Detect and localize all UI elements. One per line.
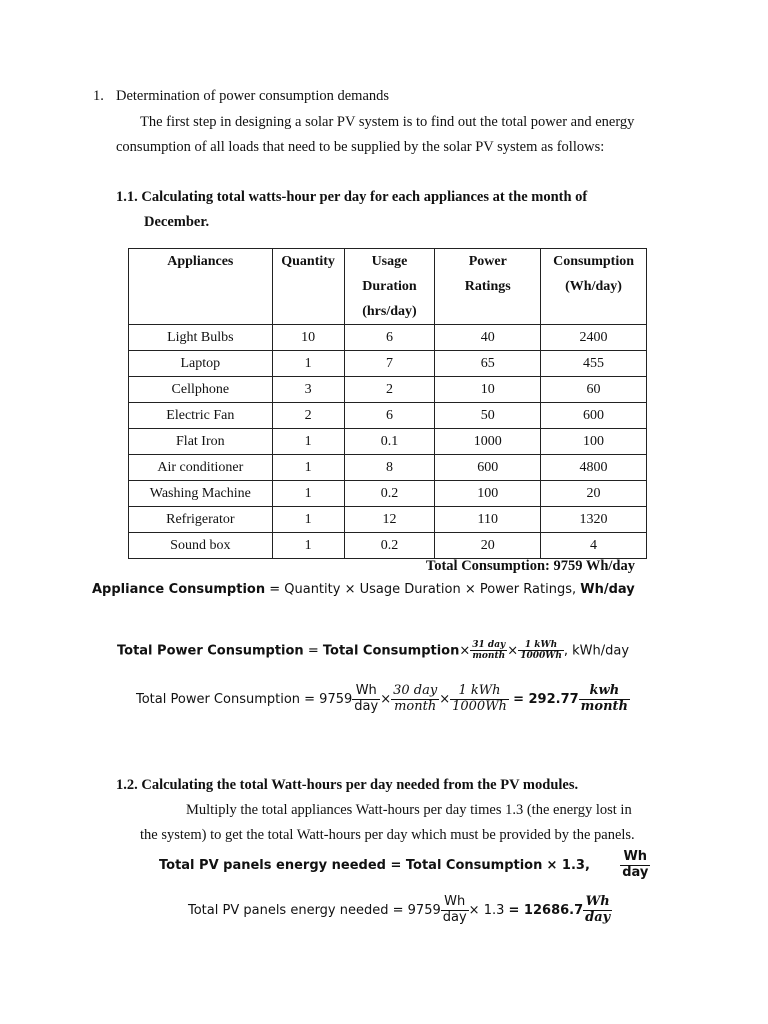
header-appliances: Appliances bbox=[129, 249, 273, 325]
table-row: Cellphone 3 2 10 60 bbox=[129, 377, 647, 403]
section-number: 1. bbox=[93, 88, 104, 104]
appliances-table bbox=[128, 248, 647, 559]
table-header-row bbox=[129, 249, 647, 325]
table-row: Sound box 1 0.2 20 4 bbox=[129, 533, 647, 559]
pv-energy-calculation: Total PV panels energy needed = 9759 $\frac{Wh}{\text{day}}$ × 1.3 = 12686.7 $\frac{Wh}{\text{day}}$ bbox=[188, 894, 611, 925]
intro-line-2: consumption of all loads that need to be supplied by the solar PV system as follows: bbox=[116, 139, 605, 155]
table-row: Light Bulbs 10 6 40 2400 bbox=[129, 325, 647, 351]
appliance-consumption-formula: Appliance Consumption = Quantity × Usage Duration × Power Ratings, Wh/day bbox=[92, 582, 635, 597]
pv-energy-formula: Total PV panels energy needed = Total Consumption × 1.3, $\frac{Wh}{\text{day}}$ bbox=[159, 849, 649, 880]
subsection-1-2-heading: 1.2. Calculating the total Watt-hours per day needed from the PV modules. bbox=[116, 777, 579, 793]
table-row: Electric Fan 2 6 50 600 bbox=[129, 403, 647, 429]
table-row: Washing Machine 1 0.2 100 20 bbox=[129, 481, 647, 507]
subsection-1-1-heading: 1.1. Calculating total watts-hour per day for each appliances at the month of bbox=[116, 189, 588, 205]
table-row: Laptop 1 7 65 455 bbox=[129, 351, 647, 377]
total-power-formula: Total Power Consumption = Total Consumption× $\frac{\text{31 day}}{\text{month}}$ × $\frac{\text{1 kWh}}{1000Wh}$ , kWh/day bbox=[117, 640, 630, 662]
subsection-1-1-heading-cont: December. bbox=[144, 214, 210, 230]
header-power-ratings: Power Ratings bbox=[435, 249, 541, 325]
table-row: Flat Iron 1 0.1 1000 100 bbox=[129, 429, 647, 455]
table-row: Air conditioner 1 8 600 4800 bbox=[129, 455, 647, 481]
intro-line-1: The first step in designing a solar PV system is to find out the total power and energy bbox=[140, 114, 635, 130]
section-title: Determination of power consumption demands bbox=[116, 88, 390, 104]
total-power-calculation: Total Power Consumption = 9759 $\frac{Wh}{\text{day}}$ × $\frac{\text{30 day}}{\text{month}}$ × $\frac{\text{1 kWh}}{1000Wh}$ = 292.77 $\frac{\text{kwh}}{\text{month}}$ bbox=[136, 683, 629, 714]
header-usage-duration: Usage Duration (hrs/day) bbox=[344, 249, 435, 325]
subsection-1-2-body-1: Multiply the total appliances Watt-hours per day times 1.3 (the energy lost in bbox=[186, 802, 632, 818]
subsection-1-2-body-2: the system) to get the total Watt-hours per day which must be provided by the panels. bbox=[140, 827, 635, 843]
table-row: Refrigerator 1 12 110 1320 bbox=[129, 507, 647, 533]
total-consumption: Total Consumption: 9759 Wh/day bbox=[425, 558, 635, 574]
header-quantity: Quantity bbox=[272, 249, 344, 325]
header-consumption: Consumption (Wh/day) bbox=[541, 249, 647, 325]
